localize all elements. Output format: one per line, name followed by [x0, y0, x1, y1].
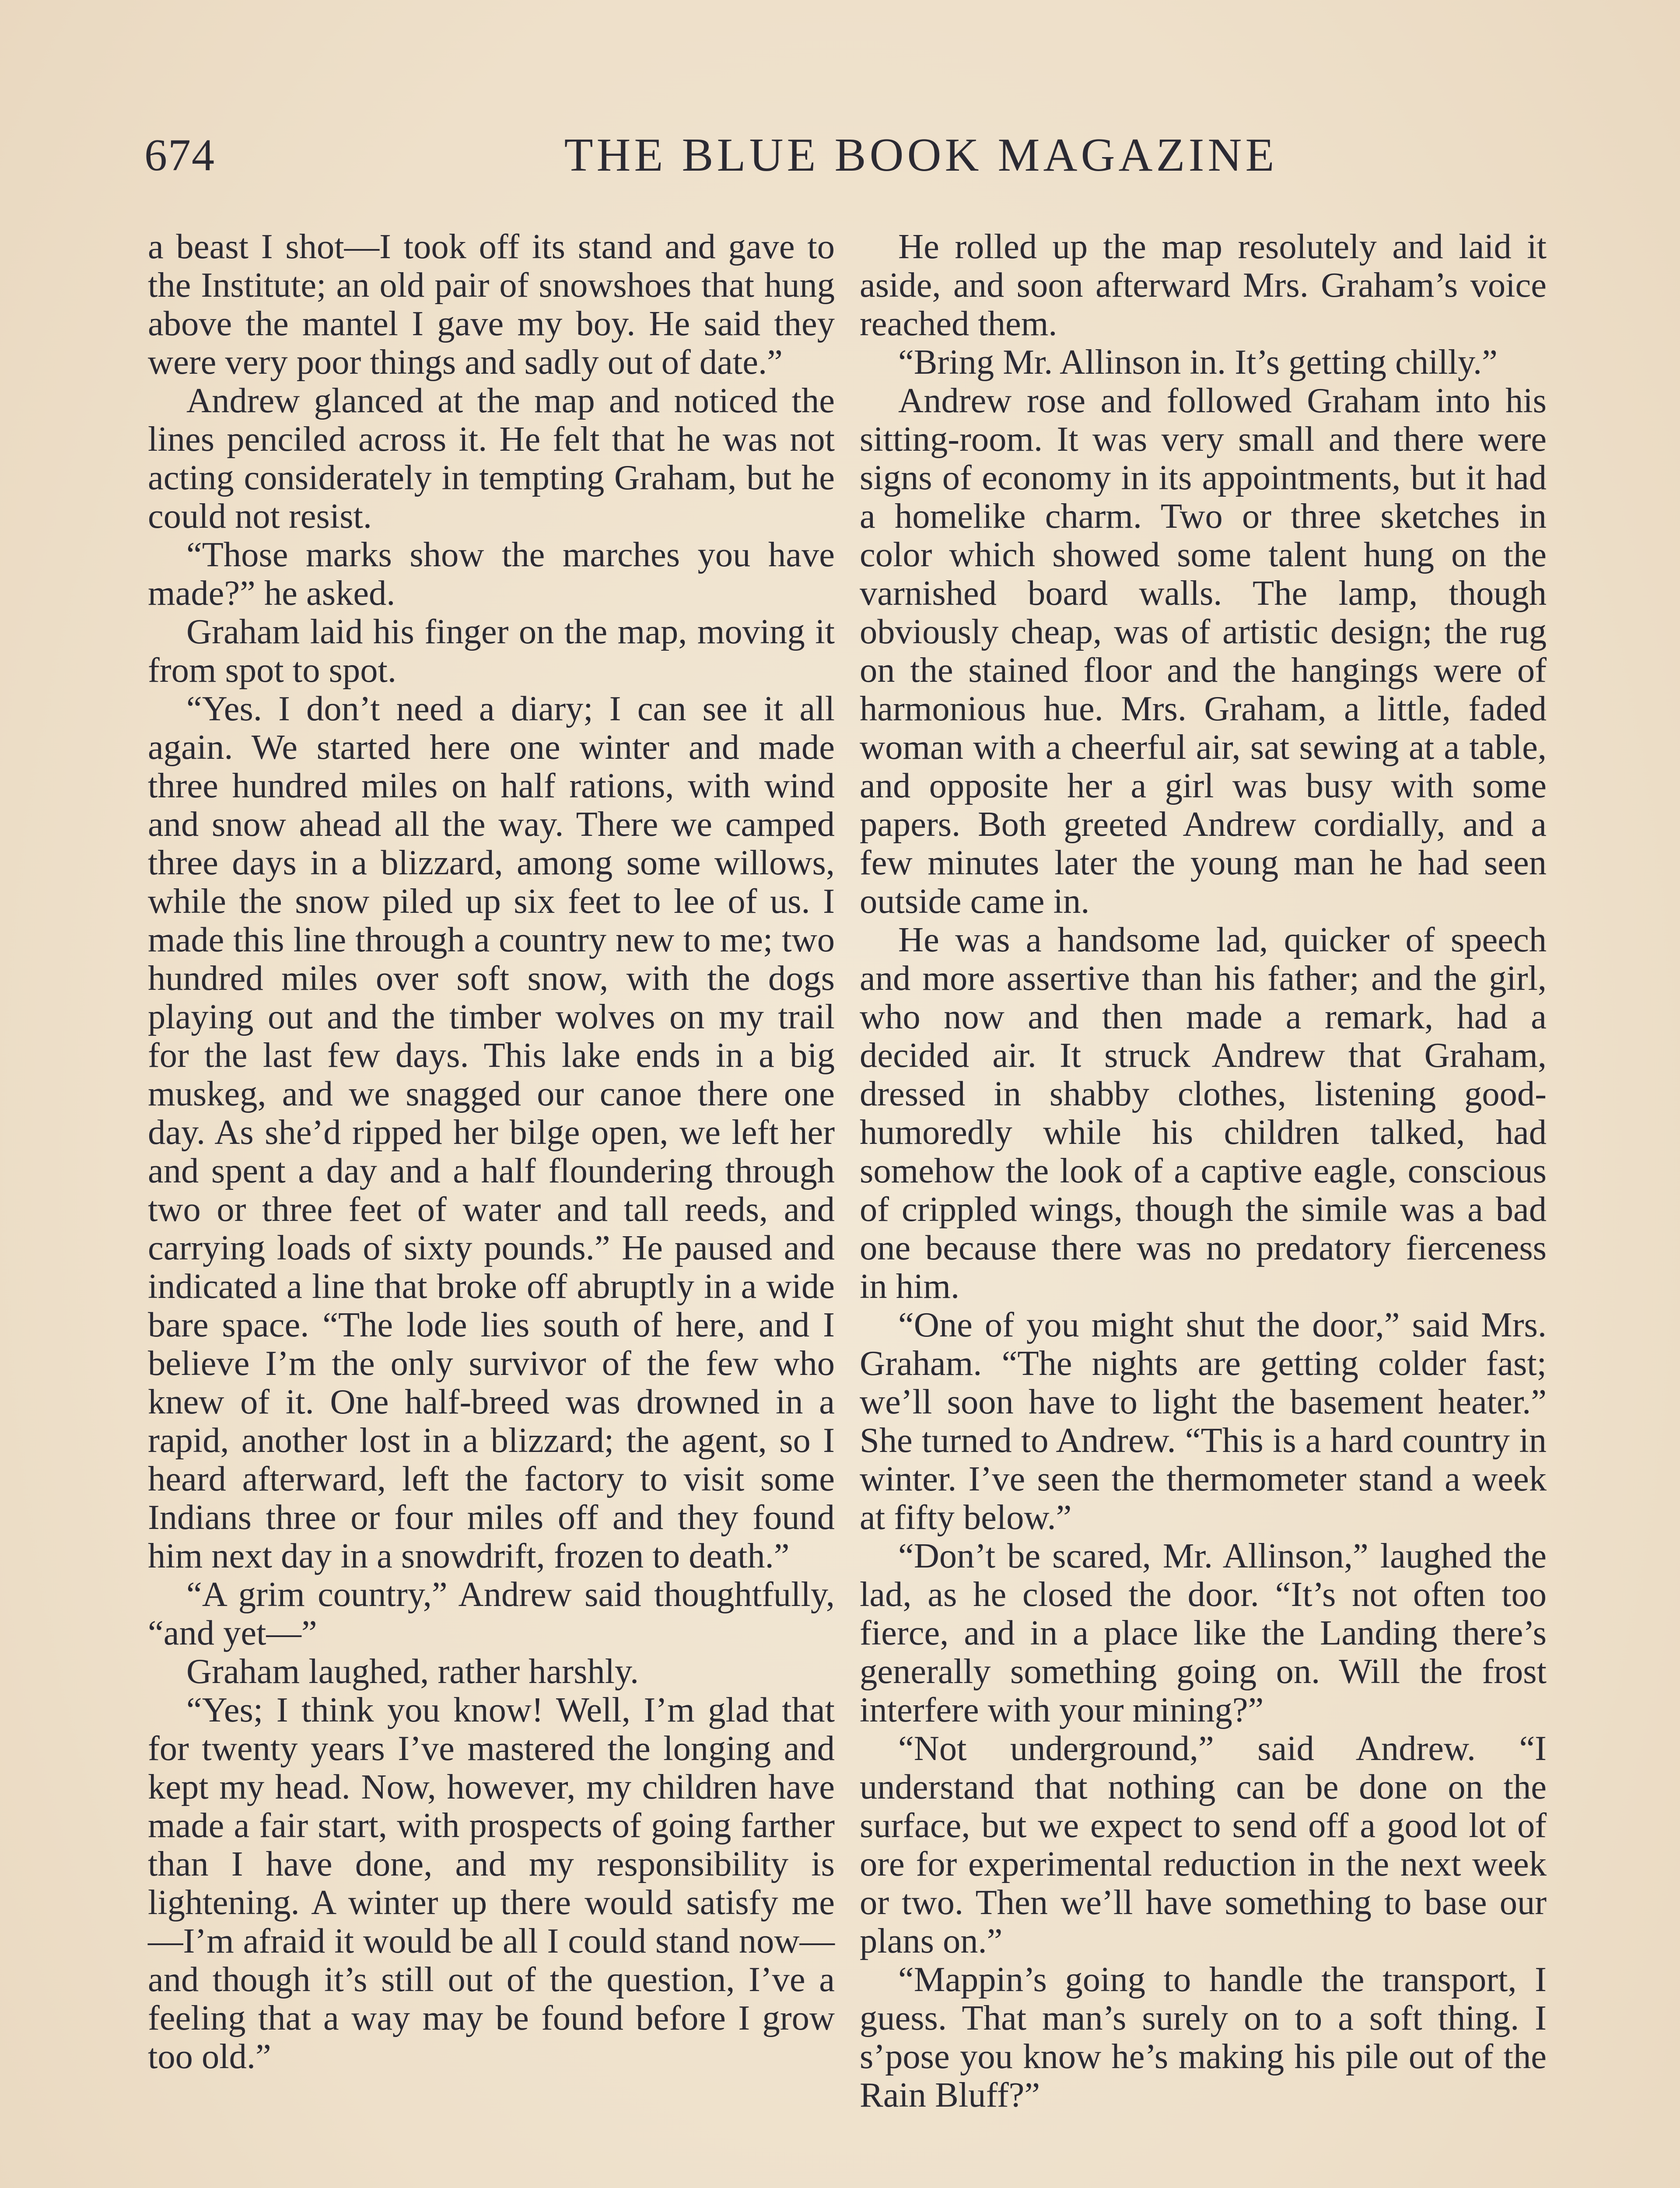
paragraph: “Not underground,” said Andrew. “I understand that nothing can be done on the surface, but we expect to send off a good lot of ore for experimental reduction in the next week or two. Then we’ll have something to base our plans on.”	[860, 1729, 1547, 1960]
page-number: 674	[144, 130, 215, 180]
right-column	[860, 228, 1547, 2114]
paragraph: He was a handsome lad, quicker of speech and more assertive than his father; and the girl, who now and then made a remark, had a decided air. It struck Andrew that Graham, dressed in shabby clothes, listening good-humoredly while his children talked, had somehow the look of a captive eagle, conscious of crippled wings, though the simile was a bad one because there was no predatory fierceness in him.	[860, 920, 1547, 1306]
paragraph: Andrew rose and followed Graham into his sitting-room. It was very small and there were signs of economy in its appointments, but it had a homelike charm. Two or three sketches in color which showed some talent hung on the varnished board walls. The lamp, though obviously cheap, was of artistic design; the rug on the stained floor and the hangings were of harmonious hue. Mrs. Graham, a little, faded woman with a cheerful air, sat sewing at a table, and opposite her a girl was busy with some papers. Both greeted Andrew cordially, and a few minutes later the young man he had seen outside came in.	[860, 381, 1547, 921]
paragraph: He rolled up the map resolutely and laid it aside, and soon afterward Mrs. Graham’s voice reached them.	[860, 227, 1547, 343]
paragraph: “Bring Mr. Allinson in. It’s getting chilly.”	[898, 343, 1498, 382]
paragraph: “Those marks show the marches you have made?” he asked.	[148, 535, 835, 613]
paragraph: “Yes. I don’t need a diary; I can see it all again. We started here one winter and made three hundred miles on half rations, with wind and snow ahead all the way. There we camped three days in a blizzard, among some willows, while the snow piled up six feet to lee of us. I made this line through a country new to me; two hundred miles over soft snow, with the dogs playing out and the timber wolves on my trail for the last few days. This lake ends in a big muskeg, and we snagged our canoe there one day. As she’d ripped her bilge open, we left her and spent a day and a half floundering through two or three feet of water and tall reeds, and carrying loads of sixty pounds.” He paused and indicated a line that broke off abruptly in a wide bare space. “The lode lies south of here, and I believe I’m the only survivor of the few who knew of it. One half-breed was drowned in a rapid, another lost in a blizzard; the agent, so I heard afterward, left the factory to visit some Indians three or four miles off and they found him next day in a snowdrift, frozen to death.”	[148, 689, 835, 1575]
paragraph: Graham laid his finger on the map, moving it from spot to spot.	[148, 612, 835, 690]
paragraph: “One of you might shut the door,” said Mrs. Graham. “The nights are getting colder fast; we’ll soon have to light the basement heater.” She turned to Andrew. “This is a hard country in winter. I’ve seen the thermometer stand a week at fifty below.”	[860, 1305, 1547, 1537]
paragraph: “A grim country,” Andrew said thoughtfully, “and yet—”	[148, 1575, 835, 1652]
paragraph: Graham laughed, rather harshly.	[186, 1652, 639, 1691]
paragraph: Andrew glanced at the map and noticed the lines penciled across it. He felt that he was not acting considerately in tempting Graham, but he could not resist.	[148, 381, 835, 536]
paragraph: a beast I shot—I took off its stand and gave to the Institute; an old pair of snowshoes that hung above the mantel I gave my boy. He said they were very poor things and sadly out of date.”	[148, 227, 835, 382]
paragraph: “Yes; I think you know! Well, I’m glad that for twenty years I’ve mastered the longing and kept my head. Now, however, my children have made a fair start, with prospects of going farther than I have done, and my responsibility is lightening. A winter up there would satisfy me—I’m afraid it would be all I could stand now—and though it’s still out of the question, I’ve a feeling that a way may be found before I grow too old.”	[148, 1690, 835, 2076]
paragraph: “Mappin’s going to handle the transport, I guess. That man’s surely on to a soft thing. I s’pose you know he’s making his pile out of the Rain Bluff?”	[860, 1960, 1547, 2114]
paragraph: “Don’t be scared, Mr. Allinson,” laughed the lad, as he closed the door. “It’s not often too fierce, and in a place like the Landing there’s generally something going on. Will the frost interfere with your mining?”	[860, 1536, 1547, 1729]
magazine-title: THE BLUE BOOK MAGAZINE	[564, 129, 1278, 181]
page-header	[144, 127, 1544, 193]
left-column	[148, 228, 835, 2076]
